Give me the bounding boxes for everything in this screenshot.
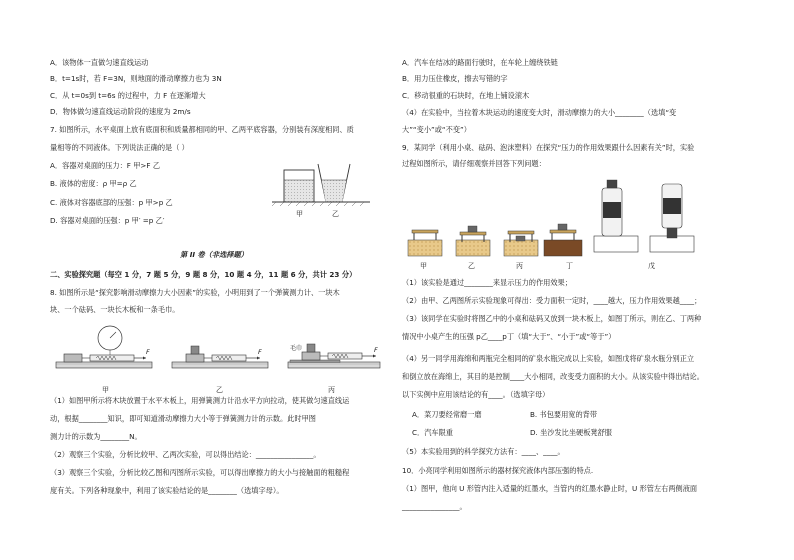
q8-sub-line: （3）观察三个实验，分析比较乙图和丙图所示实验，可以得出摩擦力的大小与接触面的粗糙程 — [50, 468, 350, 477]
q9-option-b: B. 书包要用宽的背带 — [530, 410, 598, 419]
q7-option-d: D. 容器对桌面的压强：p 甲′ =p 乙′ — [50, 216, 165, 225]
q9-stem-line: 过程如图所示，请仔细观察并回答下列问题： — [402, 159, 546, 168]
q9-label-jia: 甲 — [420, 262, 427, 270]
q7-stem-line: 量相等的不同液体。下列说法正确的是（ ） — [50, 143, 189, 152]
q8-label-yi: 乙 — [216, 386, 223, 394]
q7-option-c: C. 液体对容器底部的压强：p 甲>p 乙 — [50, 198, 173, 207]
q9-sub-line: （3）该同学在实验时将图乙中的小桌和砝码又放到一块木板上，如图丁所示，则在乙、丁两种 — [402, 314, 702, 323]
q7-label-yi: 乙 — [332, 210, 339, 218]
q9-setup-jia — [408, 230, 442, 270]
q10-sub1-line: （1）图甲，他向 U 形管内注入适量的红墨水，当管内的红墨水静止时，U 形管左右两侧液面 — [402, 484, 698, 493]
q6-option-b: B．t=1s时，若 F=3N，则地面的滑动摩擦力也为 3N — [50, 74, 222, 83]
part2-title: 第 II 卷（非选择题） — [180, 250, 248, 259]
q8-sub-line: （1）如图甲所示将木块放置于水平木板上，用弹簧测力计沿水平方向拉动，使其做匀速直线运 — [50, 396, 350, 405]
q8-label-jia: 甲 — [102, 386, 109, 394]
q8-force-label: F — [374, 346, 378, 354]
q8-towel-label: 毛巾 — [290, 345, 303, 352]
q8-sub4-line: 大”“变小”或“不变”） — [402, 125, 471, 134]
q8-sub-line: 动，根据________知识，即可知道滑动摩擦力大小等于弹簧测力计的示数。此时甲图 — [50, 414, 316, 423]
q9-label-ding: 丁 — [566, 262, 573, 270]
q9-label-wu: 戊 — [648, 262, 655, 270]
q9-option-a: A．菜刀要经常磨一磨 — [412, 410, 482, 419]
q8-force-label: F — [146, 348, 150, 356]
q9-setup-wu — [594, 180, 694, 270]
q9-sub5: （5）本实验用到的科学探究方法有：____、____。 — [402, 447, 565, 456]
section2-title: 二、实验探究题（每空 1 分，7 题 5 分，9 题 8 分，10 题 4 分，11 题 6 分，共计 23 分） — [50, 270, 357, 279]
q8-option-a: A．汽车在结冰的路面行驶时，在车轮上缠绕铁链 — [402, 58, 558, 67]
q9-label-yi: 乙 — [468, 262, 475, 270]
q9-sub-line: 情况中小桌产生的压强 p乙____p丁（填“大于”、“小于”或“等于”） — [402, 332, 616, 341]
q9-setup-ding — [544, 224, 582, 270]
q8-option-b: B．用力压住橡皮，擦去写错的字 — [402, 74, 508, 83]
q7-label-jia: 甲 — [296, 210, 303, 218]
q10-stem: 10．小亮同学利用如图所示的器材探究液体内部压强的特点. — [402, 466, 594, 475]
q9-sub-line: 和倒立放在海绵上，其目的是控制____大小相同，改变受力面积的大小。从该实验中得出结论。 — [402, 372, 704, 381]
q9-sub-line: （4）另一同学用海绵和两瓶完全相同的矿泉水瓶完成以上实验，如图戊将矿泉水瓶分别正立 — [402, 354, 695, 363]
q9-option-d: D. 坐沙发比坐硬板凳舒服 — [530, 428, 612, 437]
q9-sub-line: （2）由甲、乙两图所示实验现象可得出：受力面积一定时，____越大，压力作用效果越____； — [402, 296, 702, 305]
q9-sub-line: 以下实例中应用该结论的有____。（选填字母） — [402, 390, 550, 399]
q8-sub-line: 测力计的示数为________N。 — [50, 432, 142, 441]
q8-option-c: C．移动很重的石块时，在地上铺设滚木 — [402, 91, 530, 100]
q8-sub4-line: （4）在实验中，当拉着木块运动的速度变大时，滑动摩擦力的大小________（选填“变 — [402, 108, 677, 117]
q9-setup-yi — [456, 226, 490, 270]
q9-sub-line: （1）该实验是通过________来显示压力的作用效果； — [402, 278, 572, 287]
q9-option-c: C．汽车限重 — [412, 428, 453, 437]
q8-sub-line: （2）观察三个实验，分析比较甲、乙两次实验，可以得出结论：________________。 — [50, 450, 321, 459]
q8-setup-bing — [288, 344, 380, 394]
q7-option-b: B. 液体的密度：ρ 甲=ρ 乙 — [50, 179, 137, 188]
q10-sub1-line: ________________。 — [402, 502, 467, 511]
q9-label-bing: 丙 — [516, 262, 523, 270]
q8-label-bing: 丙 — [328, 386, 335, 394]
q8-sub-line: 度有关。下列各种现象中，利用了该实验结论的是________（选填字母）。 — [50, 486, 284, 495]
q8-setup-jia — [56, 326, 152, 394]
q8-setup-yi — [172, 346, 268, 394]
q9-setup-bing — [504, 231, 538, 270]
q7-stem-line: 7. 如图所示，水平桌面上放有底面积和质量都相同的甲、乙两平底容器，分别装有深度相同、质 — [50, 125, 354, 134]
q9-pressure-figure — [404, 176, 704, 272]
q7-option-a: A．容器对桌面的压力：F 甲>F 乙 — [50, 161, 161, 170]
q8-stem-line: 块、一个砝码、一块长木板和一条毛巾。 — [50, 305, 180, 314]
q8-friction-figure — [52, 322, 382, 396]
q6-option-c: C．从 t=0s到 t=6s 的过程中，力 F 在逐渐增大 — [50, 91, 206, 100]
q9-stem-line: 9．某同学（利用小桌、砝码、泡沫塑料）在探究“压力的作用效果跟什么因素有关”时，实验 — [402, 143, 695, 152]
q8-force-label: F — [258, 348, 262, 356]
q6-option-d: D．物体做匀速直线运动阶段的速度为 2m/s — [50, 107, 191, 116]
q7-containers-figure — [272, 158, 372, 220]
q6-option-a: A．该物体一直做匀速直线运动 — [50, 58, 149, 67]
q8-stem-line: 8. 如图所示是“探究影响滑动摩擦力大小因素”的实验，小明用到了一个弹簧测力计、一块木 — [50, 288, 340, 297]
